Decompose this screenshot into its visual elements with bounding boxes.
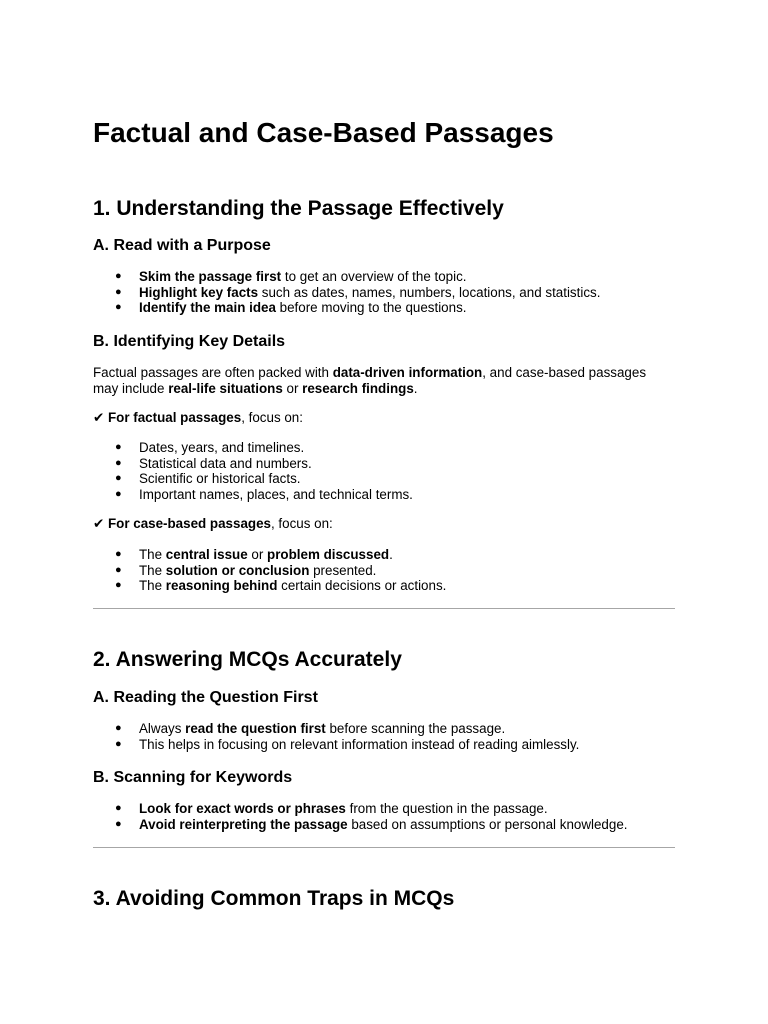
section-3-heading: 3. Avoiding Common Traps in MCQs (93, 887, 455, 910)
bullet-icon: ● (115, 802, 122, 814)
list-item-text: such as dates, names, numbers, locations, and statistics. (258, 284, 601, 300)
section-2b-heading: B. Scanning for Keywords (93, 769, 293, 786)
list-item-bold: solution or conclusion (165, 562, 310, 578)
bullet-icon: ● (115, 301, 122, 313)
paragraph-bold: real-life situations (168, 380, 283, 396)
list-item-bold: read the question first (185, 721, 326, 736)
paragraph-bold: research findings (302, 380, 414, 396)
checkmark-icon: ✔ (93, 410, 105, 425)
list-item (93, 300, 675, 316)
list-item-bold: Skim the passage first (139, 269, 282, 284)
list-item-bold: problem discussed (267, 547, 390, 562)
page-title: Factual and Case-Based Passages (93, 117, 554, 148)
case-focus-text: , focus on: (270, 516, 333, 531)
list-item-text: The (139, 578, 166, 593)
horizontal-divider (93, 847, 675, 848)
list-item (93, 440, 675, 456)
bullet-icon: ● (115, 548, 122, 560)
list-item-text: The (139, 547, 166, 562)
list-item (93, 456, 675, 472)
factual-focus-text: , focus on: (241, 410, 303, 425)
list-item (93, 547, 675, 563)
list-item-text: . (389, 547, 393, 562)
paragraph-bold: data-driven information (332, 365, 483, 380)
list-item (93, 737, 675, 753)
bullet-icon: ● (115, 472, 122, 484)
list-item-bold: central issue (165, 547, 248, 562)
list-item-text: Always (139, 721, 186, 736)
list-item (93, 285, 675, 301)
list-item (93, 269, 675, 285)
list-item-text: or (247, 547, 268, 562)
list-item-text: Dates, years, and timelines. (139, 440, 305, 455)
section-1-heading: 1. Understanding the Passage Effectively (93, 197, 504, 220)
bullet-icon: ● (115, 487, 122, 500)
section-1a-heading: A. Read with a Purpose (93, 237, 271, 254)
list-item-bold: Avoid reinterpreting the passage (139, 816, 348, 832)
section-2a-heading: A. Reading the Question First (93, 689, 318, 706)
list-item-text: based on assumptions or personal knowledge. (347, 816, 628, 832)
list-item (93, 801, 675, 817)
bullet-icon: ● (115, 817, 122, 830)
list-item-text: This helps in focusing on relevant information instead of reading aimlessly. (139, 736, 580, 752)
bullet-icon: ● (115, 722, 122, 734)
section-1b-heading: B. Identifying Key Details (93, 333, 286, 350)
list-item-text: Scientific or historical facts. (139, 471, 301, 486)
bullet-icon: ● (115, 579, 122, 591)
bullet-icon: ● (115, 285, 122, 298)
list-item-bold: Highlight key facts (139, 284, 259, 300)
bullet-icon: ● (115, 456, 122, 469)
list-item-text: Statistical data and numbers. (139, 455, 312, 471)
list-item (93, 563, 675, 579)
list-item-text: from the question in the passage. (345, 801, 548, 816)
list-item (93, 578, 675, 594)
section-2b-list (93, 801, 675, 832)
case-focus-line (93, 516, 333, 532)
list-item-bold: reasoning behind (165, 578, 278, 593)
list-item-text: The (139, 562, 166, 578)
bullet-icon: ● (115, 270, 122, 282)
case-focus-list (93, 547, 675, 594)
factual-focus-line (93, 410, 303, 426)
list-item-bold: Identify the main idea (139, 300, 276, 315)
bullet-icon: ● (115, 441, 122, 453)
list-item (93, 817, 675, 833)
horizontal-divider (93, 608, 675, 609)
list-item-text: before scanning the passage. (325, 721, 506, 736)
paragraph-text: . (413, 380, 418, 396)
bullet-icon: ● (115, 563, 122, 576)
case-focus-bold: For case-based passages (107, 516, 271, 531)
section-2a-list (93, 721, 675, 752)
list-item (93, 721, 675, 737)
paragraph-text: or (282, 380, 303, 396)
list-item-text: Important names, places, and technical terms. (139, 486, 413, 502)
factual-focus-bold: For factual passages (107, 410, 242, 425)
bullet-icon: ● (115, 737, 122, 750)
list-item-bold: Look for exact words or phrases (139, 801, 346, 816)
section-1b-paragraph (93, 365, 653, 396)
list-item-text: presented. (309, 562, 377, 578)
list-item-text: to get an overview of the topic. (281, 269, 467, 284)
list-item (93, 487, 675, 503)
checkmark-icon: ✔ (93, 516, 105, 531)
paragraph-text: , and case-based passages may include (93, 365, 647, 396)
list-item-text: certain decisions or actions. (277, 578, 447, 593)
paragraph-text: Factual passages are often packed with (93, 365, 333, 380)
factual-focus-list (93, 440, 675, 502)
list-item-text: before moving to the questions. (275, 300, 467, 315)
section-1a-list (93, 269, 675, 316)
list-item (93, 471, 675, 487)
section-2-heading: 2. Answering MCQs Accurately (93, 648, 402, 671)
